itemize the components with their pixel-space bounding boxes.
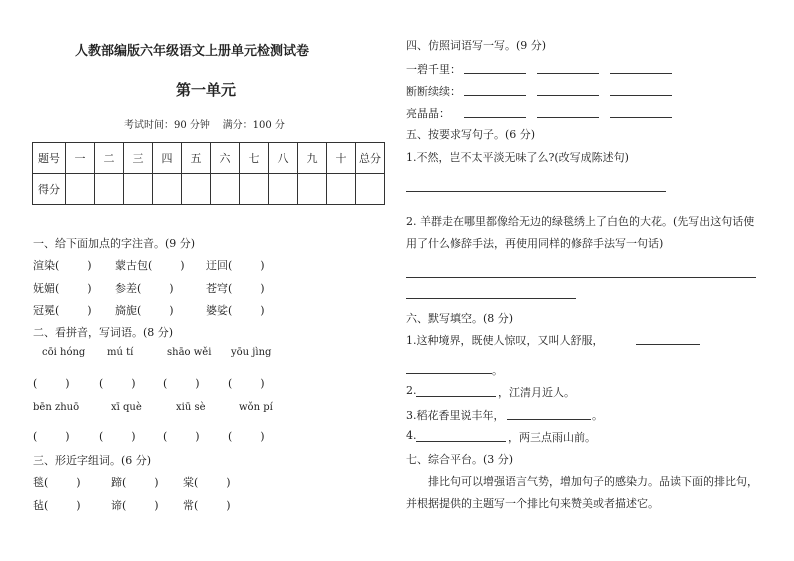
score-col: 九 [298,143,327,174]
q6-line-4: ，两三点雨山前。 [508,431,596,444]
score-col: 七 [240,143,269,174]
q2-pinyin: xiū sè [176,402,206,413]
q1-heading: 一、给下面加点的字注音。(9 分) [33,237,196,250]
q5-sentence-1: 1.不然，岂不太平淡无味了么?(改写成陈述句) [406,151,629,164]
exam-info: 考试时间：90 分钟 满分：100 分 [124,120,285,131]
q1-item[interactable]: 妩媚( ) [33,282,92,295]
score-col: 总分 [356,143,385,174]
q2-pinyin: bēn zhuō [33,402,80,413]
q7-heading: 七、综合平台。(3 分) [406,453,514,466]
q2-answer[interactable]: ( ) [99,377,136,390]
q6-period: 。 [492,364,503,377]
score-cell[interactable] [269,174,298,205]
score-table-score-row [33,174,385,205]
q3-item[interactable]: 谛( ) [111,499,159,512]
q7-paragraph-1: 排比句可以增强语言气势，增加句子的感染力。品读下面的排比句， [428,475,758,488]
score-col: 五 [182,143,211,174]
q4-blank[interactable] [610,95,672,96]
q3-item[interactable]: 毯( ) [33,476,81,489]
q1-item[interactable]: 婆娑( ) [206,304,265,317]
q7-paragraph-2: 并根据提供的主题写一个排比句来赞美或者描述它。 [406,497,659,510]
q4-blank[interactable] [537,117,599,118]
score-col: 三 [124,143,153,174]
q3-item[interactable]: 棠( ) [183,476,231,489]
q4-blank[interactable] [464,95,526,96]
score-cell[interactable] [327,174,356,205]
q1-item[interactable]: 迂回( ) [206,259,265,272]
q2-answer[interactable]: ( ) [163,377,200,390]
score-col: 八 [269,143,298,174]
score-header-label: 题号 [33,143,66,174]
q3-item[interactable]: 常( ) [183,499,231,512]
score-table [32,142,385,205]
q4-blank[interactable] [464,73,526,74]
q2-answer[interactable]: ( ) [228,377,265,390]
q6-heading: 六、默写填空。(8 分) [406,312,514,325]
q2-answer[interactable]: ( ) [228,430,265,443]
q6-line-2: ，江清月近人。 [498,386,575,399]
q1-item[interactable]: 参差( ) [115,282,174,295]
q5-answer-line[interactable] [406,191,666,192]
q6-period: 。 [592,409,603,422]
q4-blank[interactable] [610,117,672,118]
score-col: 六 [211,143,240,174]
q5-sentence-2b: 用了什么修辞手法，再使用同样的修辞手法写一句话) [406,237,664,250]
q2-pinyin: mú tí [107,347,134,358]
q4-blank[interactable] [610,73,672,74]
q4-label: 一碧千里： [406,63,461,76]
q5-sentence-2a: 2. 羊群走在哪里都像给无边的绿毯绣上了白色的大花。(先写出这句话使 [406,215,755,228]
score-col: 十 [327,143,356,174]
q2-answer[interactable]: ( ) [33,430,70,443]
score-cell[interactable] [240,174,269,205]
q6-blank[interactable] [416,396,496,397]
q6-blank[interactable] [406,373,492,374]
q2-answer[interactable]: ( ) [163,430,200,443]
q4-label: 断断续续： [406,85,461,98]
q2-pinyin: wǒn pí [239,402,273,413]
q4-blank[interactable] [464,117,526,118]
q4-label: 亮晶晶： [406,107,450,120]
score-cell[interactable] [356,174,385,205]
q6-blank[interactable] [636,344,700,345]
q2-answer[interactable]: ( ) [33,377,70,390]
unit-title: 第一单元 [176,81,237,99]
q1-item[interactable]: 苍穹( ) [206,282,265,295]
q5-answer-line[interactable] [406,298,576,299]
q1-item[interactable]: 渲染( ) [33,259,92,272]
q6-line-4-prefix: 4. [406,429,417,442]
score-row-label: 得分 [33,174,66,205]
score-cell[interactable] [66,174,95,205]
q6-line-3: 3.稻花香里说丰年， [406,409,505,422]
q3-heading: 三、形近字组词。(6 分) [33,454,152,467]
score-cell[interactable] [153,174,182,205]
score-cell[interactable] [95,174,124,205]
q6-blank[interactable] [416,441,506,442]
q2-heading: 二、看拼音，写词语。(8 分) [33,326,174,339]
q5-answer-line[interactable] [406,277,756,278]
q2-pinyin: cōi hóng [42,347,86,358]
q4-heading: 四、仿照词语写一写。(9 分) [406,39,547,52]
score-cell[interactable] [124,174,153,205]
q1-item[interactable]: 蒙古包( ) [115,259,185,272]
q4-blank[interactable] [537,95,599,96]
q1-item[interactable]: 旖旎( ) [115,304,174,317]
q2-pinyin: xī què [111,402,142,413]
q4-blank[interactable] [537,73,599,74]
q3-item[interactable]: 毡( ) [33,499,81,512]
score-table-header-row [33,143,385,174]
q6-blank[interactable] [507,419,591,420]
q2-pinyin: shāo wěi [167,347,212,358]
q6-line-2-prefix: 2. [406,384,417,397]
score-cell[interactable] [182,174,211,205]
score-col: 一 [66,143,95,174]
q2-answer[interactable]: ( ) [99,430,136,443]
page-title: 人教部编版六年级语文上册单元检测试卷 [75,44,310,59]
score-col: 二 [95,143,124,174]
score-cell[interactable] [211,174,240,205]
q2-pinyin: yōu jìng [231,347,272,358]
q6-line-1: 1.这种境界，既使人惊叹，又叫人舒服， [406,334,604,347]
q1-item[interactable]: 冠冕( ) [33,304,92,317]
q3-item[interactable]: 蹄( ) [111,476,159,489]
score-col: 四 [153,143,182,174]
q5-heading: 五、按要求写句子。(6 分) [406,128,536,141]
score-cell[interactable] [298,174,327,205]
